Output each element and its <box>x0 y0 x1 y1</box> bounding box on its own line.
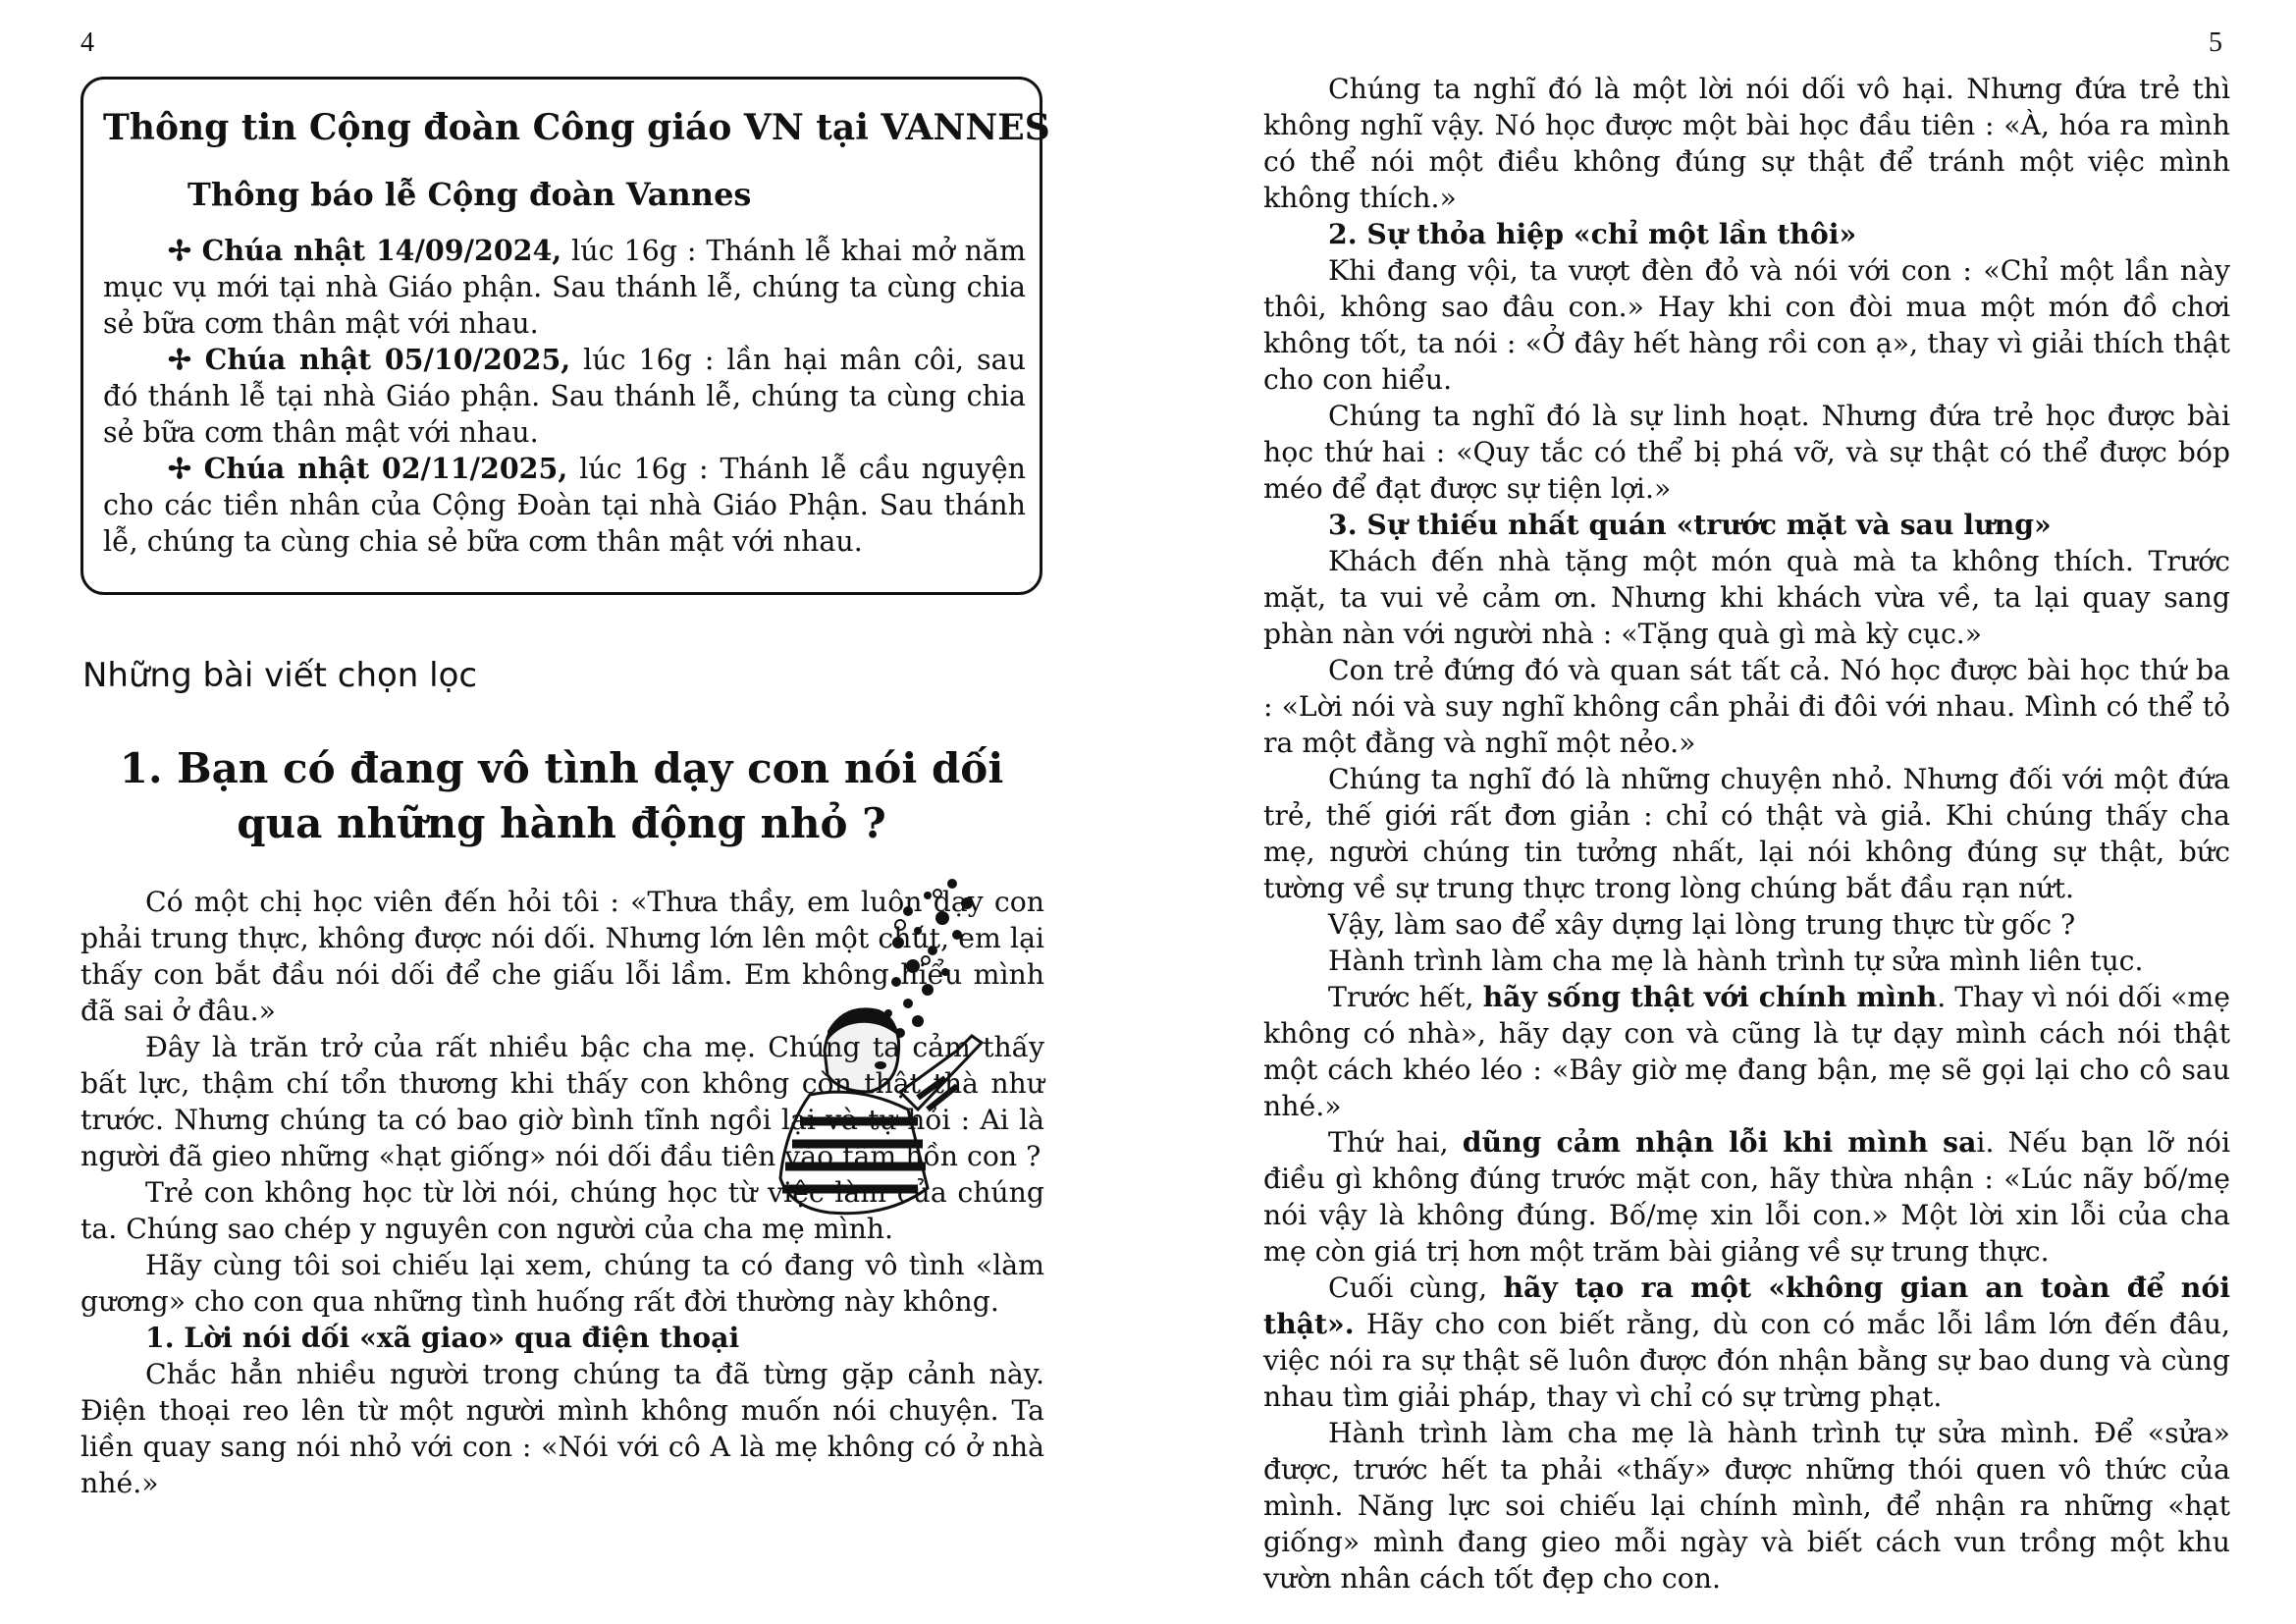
text-run: Hãy cho con biết rằng, dù con có mắc lỗi lầm lớn đến đâu, việc nói ra sự thật sẽ luôn được đón nhận bằng sự bao dung và cùng nhau tìm giải pháp, thay vì chỉ có sự trừng phạt. <box>1263 1308 2230 1413</box>
text-run: Thứ hai, <box>1328 1126 1463 1159</box>
section-heading: Những bài viết chọn lọc <box>82 656 478 695</box>
paragraph: Chúng ta nghĩ đó là sự linh hoạt. Nhưng đứa trẻ học được bài học thứ hai : «Quy tắc có thể bị phá vỡ, và sự thật có thể được bóp méo để đạt được sự tiện lợi.» <box>1263 400 2230 505</box>
text-run: Trước hết, <box>1328 981 1483 1013</box>
paragraph: Hành trình làm cha mẹ là hành trình tự sửa mình liên tục. <box>1328 945 2144 977</box>
paragraph: Có một chị học viên đến hỏi tôi : «Thưa thầy, em luôn dạy con phải trung thực, không được nói dối. Nhưng lớn lên một chút, em lại thấy con bắt đầu nói dối để che giấu lỗi lầm. Em không hiểu mình đã sai ở đâu.» <box>80 886 1044 1027</box>
emphasis: hãy sống thật với chính mình <box>1482 980 1938 1013</box>
paragraph: Trẻ con không học từ lời nói, chúng học từ việc làm của chúng ta. Chúng sao chép y nguyên con người của cha mẹ mình. <box>80 1176 1044 1245</box>
event-date: Chúa nhật 14/09/2024, <box>201 234 562 267</box>
paragraph: Vậy, làm sao để xây dựng lại lòng trung thực từ gốc ? <box>1328 908 2076 941</box>
article-title-line2: qua những hành động nhỏ ? <box>237 799 886 847</box>
paragraph <box>1263 1124 2230 1270</box>
paragraph <box>1263 1270 2230 1415</box>
event-text: lúc 16g : Thánh lễ khai mở năm mục vụ mới tại nhà Giáo phận. Sau thánh lễ, chúng ta cùng chia sẻ bữa cơm thân mật với nhau. <box>103 235 1026 340</box>
event-date: Chúa nhật 02/11/2025, <box>203 452 568 485</box>
emphasis: dũng cảm nhận lỗi khi mình sa <box>1462 1125 1977 1159</box>
paragraph <box>1263 979 2230 1124</box>
notice-subtitle: Thông báo lễ Cộng đoàn Vannes <box>187 176 752 213</box>
emphasis: hãy tạo ra một «không gian an toàn để nói thật». <box>1263 1271 2230 1340</box>
paragraph: Con trẻ đứng đó và quan sát tất cả. Nó học được bài học thứ ba : «Lời nói và suy nghĩ không cần phải đi đôi với nhau. Mình có thể tỏ ra một đằng và nghĩ một nẻo.» <box>1263 654 2230 759</box>
page-number-left: 4 <box>80 27 94 58</box>
paragraph: Khi đang vội, ta vượt đèn đỏ và nói với con : «Chỉ một lần này thôi, không sao đâu con.» Hay khi con đòi mua một món đồ chơi không tốt, ta nói : «Ở đây hết hàng rồi con ạ», thay vì giải thích thật cho con hiểu. <box>1263 254 2230 396</box>
notice-event <box>103 451 1026 560</box>
paragraph: Chúng ta nghĩ đó là những chuyện nhỏ. Nhưng đối với một đứa trẻ, thế giới rất đơn giản : chỉ có thật và giả. Khi chúng thấy cha mẹ, người chúng tin tưởng nhất, lại nói không đúng sự thật, bức tường về sự trung thực trong lòng chúng bắt đầu rạn nứt. <box>1263 763 2230 904</box>
cross-icon: ✢ <box>168 234 191 267</box>
paragraph: Đây là trăn trở của rất nhiều bậc cha mẹ. Chúng ta cảm thấy bất lực, thậm chí tổn thương khi thấy con không còn thật thà như trước. Nhưng chúng ta có bao giờ bình tĩnh ngồi lại và tự hỏi : Ai là người đã gieo những «hạt giống» nói dối đầu tiên vào tâm hồn con ? <box>80 1031 1044 1172</box>
event-date: Chúa nhật 05/10/2025, <box>204 343 571 376</box>
article-left-column <box>80 884 1044 1501</box>
paragraph: Hành trình làm cha mẹ là hành trình tự sửa mình. Để «sửa» được, trước hết ta phải «thấy» được những thói quen vô thức của mình. Năng lực soi chiếu lại chính mình, để nhận ra những «hạt giống» mình đang gieo mỗi ngày và biết cách vun trồng một khu vườn nhân cách tốt đẹp cho con. <box>1263 1417 2230 1595</box>
paragraph: Khách đến nhà tặng một món quà mà ta không thích. Trước mặt, ta vui vẻ cảm ơn. Nhưng khi khách vừa về, ta lại quay sang phàn nàn với người nhà : «Tặng quà gì mà kỳ cục.» <box>1263 545 2230 650</box>
paragraph: Chắc hẳn nhiều người trong chúng ta đã từng gặp cảnh này. Điện thoại reo lên từ một người mình không muốn nói chuyện. Ta liền quay sang nói nhỏ với con : «Nói với cô A là mẹ không có ở nhà nhé.» <box>80 1358 1044 1499</box>
event-text: lúc 16g : lần hại mân côi, sau đó thánh lễ tại nhà Giáo phận. Sau thánh lễ, chúng ta cùng chia sẻ bữa cơm thân mật với nhau. <box>103 344 1026 449</box>
article-title <box>80 741 1042 851</box>
notice-event <box>103 233 1026 342</box>
article-right-column <box>1263 71 2230 1597</box>
subheading: 3. Sự thiếu nhất quán «trước mặt và sau lưng» <box>1328 508 2052 541</box>
subheading: 1. Lời nói dối «xã giao» qua điện thoại <box>145 1321 740 1354</box>
text-run: i. Nếu bạn lỡ nói điều gì không đúng trước mặt con, hãy thừa nhận : «Lúc nãy bố/mẹ nói vậy là không đúng. Bố/mẹ xin lỗi con.» Một lời xin lỗi của cha mẹ còn giá trị hơn một trăm bài giảng về sự trung thực. <box>1263 1126 2231 1268</box>
cross-icon: ✢ <box>168 343 191 376</box>
cross-icon: ✢ <box>168 452 191 485</box>
article-title-line1: 1. Bạn có đang vô tình dạy con nói dối <box>119 744 1004 792</box>
notice-box <box>80 77 1050 595</box>
subheading: 2. Sự thỏa hiệp «chỉ một lần thôi» <box>1328 217 1857 250</box>
paragraph: Hãy cùng tôi soi chiếu lại xem, chúng ta có đang vô tình «làm gương» cho con qua những tình huống rất đời thường này không. <box>80 1249 1044 1318</box>
notice-title: Thông tin Cộng đoàn Công giáo VN tại VANNES <box>103 107 1050 148</box>
page-number-right: 5 <box>2209 27 2222 58</box>
text-run: Cuối cùng, <box>1328 1272 1504 1304</box>
notice-event <box>103 342 1026 451</box>
event-text: lúc 16g : Thánh lễ cầu nguyện cho các tiền nhân của Cộng Đoàn tại nhà Giáo Phận. Sau thánh lễ, chúng ta cùng chia sẻ bữa cơm thân mật với nhau. <box>103 453 1026 558</box>
paragraph: Chúng ta nghĩ đó là một lời nói dối vô hại. Nhưng đứa trẻ thì không nghĩ vậy. Nó học được một bài học đầu tiên : «À, hóa ra mình có thể nói một điều không đúng sự thật để tránh một việc mình không thích.» <box>1263 73 2230 214</box>
text-run: . Thay vì nói dối «mẹ không có nhà», hãy dạy con và cũng là tự dạy mình cách nói thật một cách khéo léo : «Bây giờ mẹ đang bận, mẹ sẽ gọi lại cho cô sau nhé.» <box>1263 981 2231 1122</box>
